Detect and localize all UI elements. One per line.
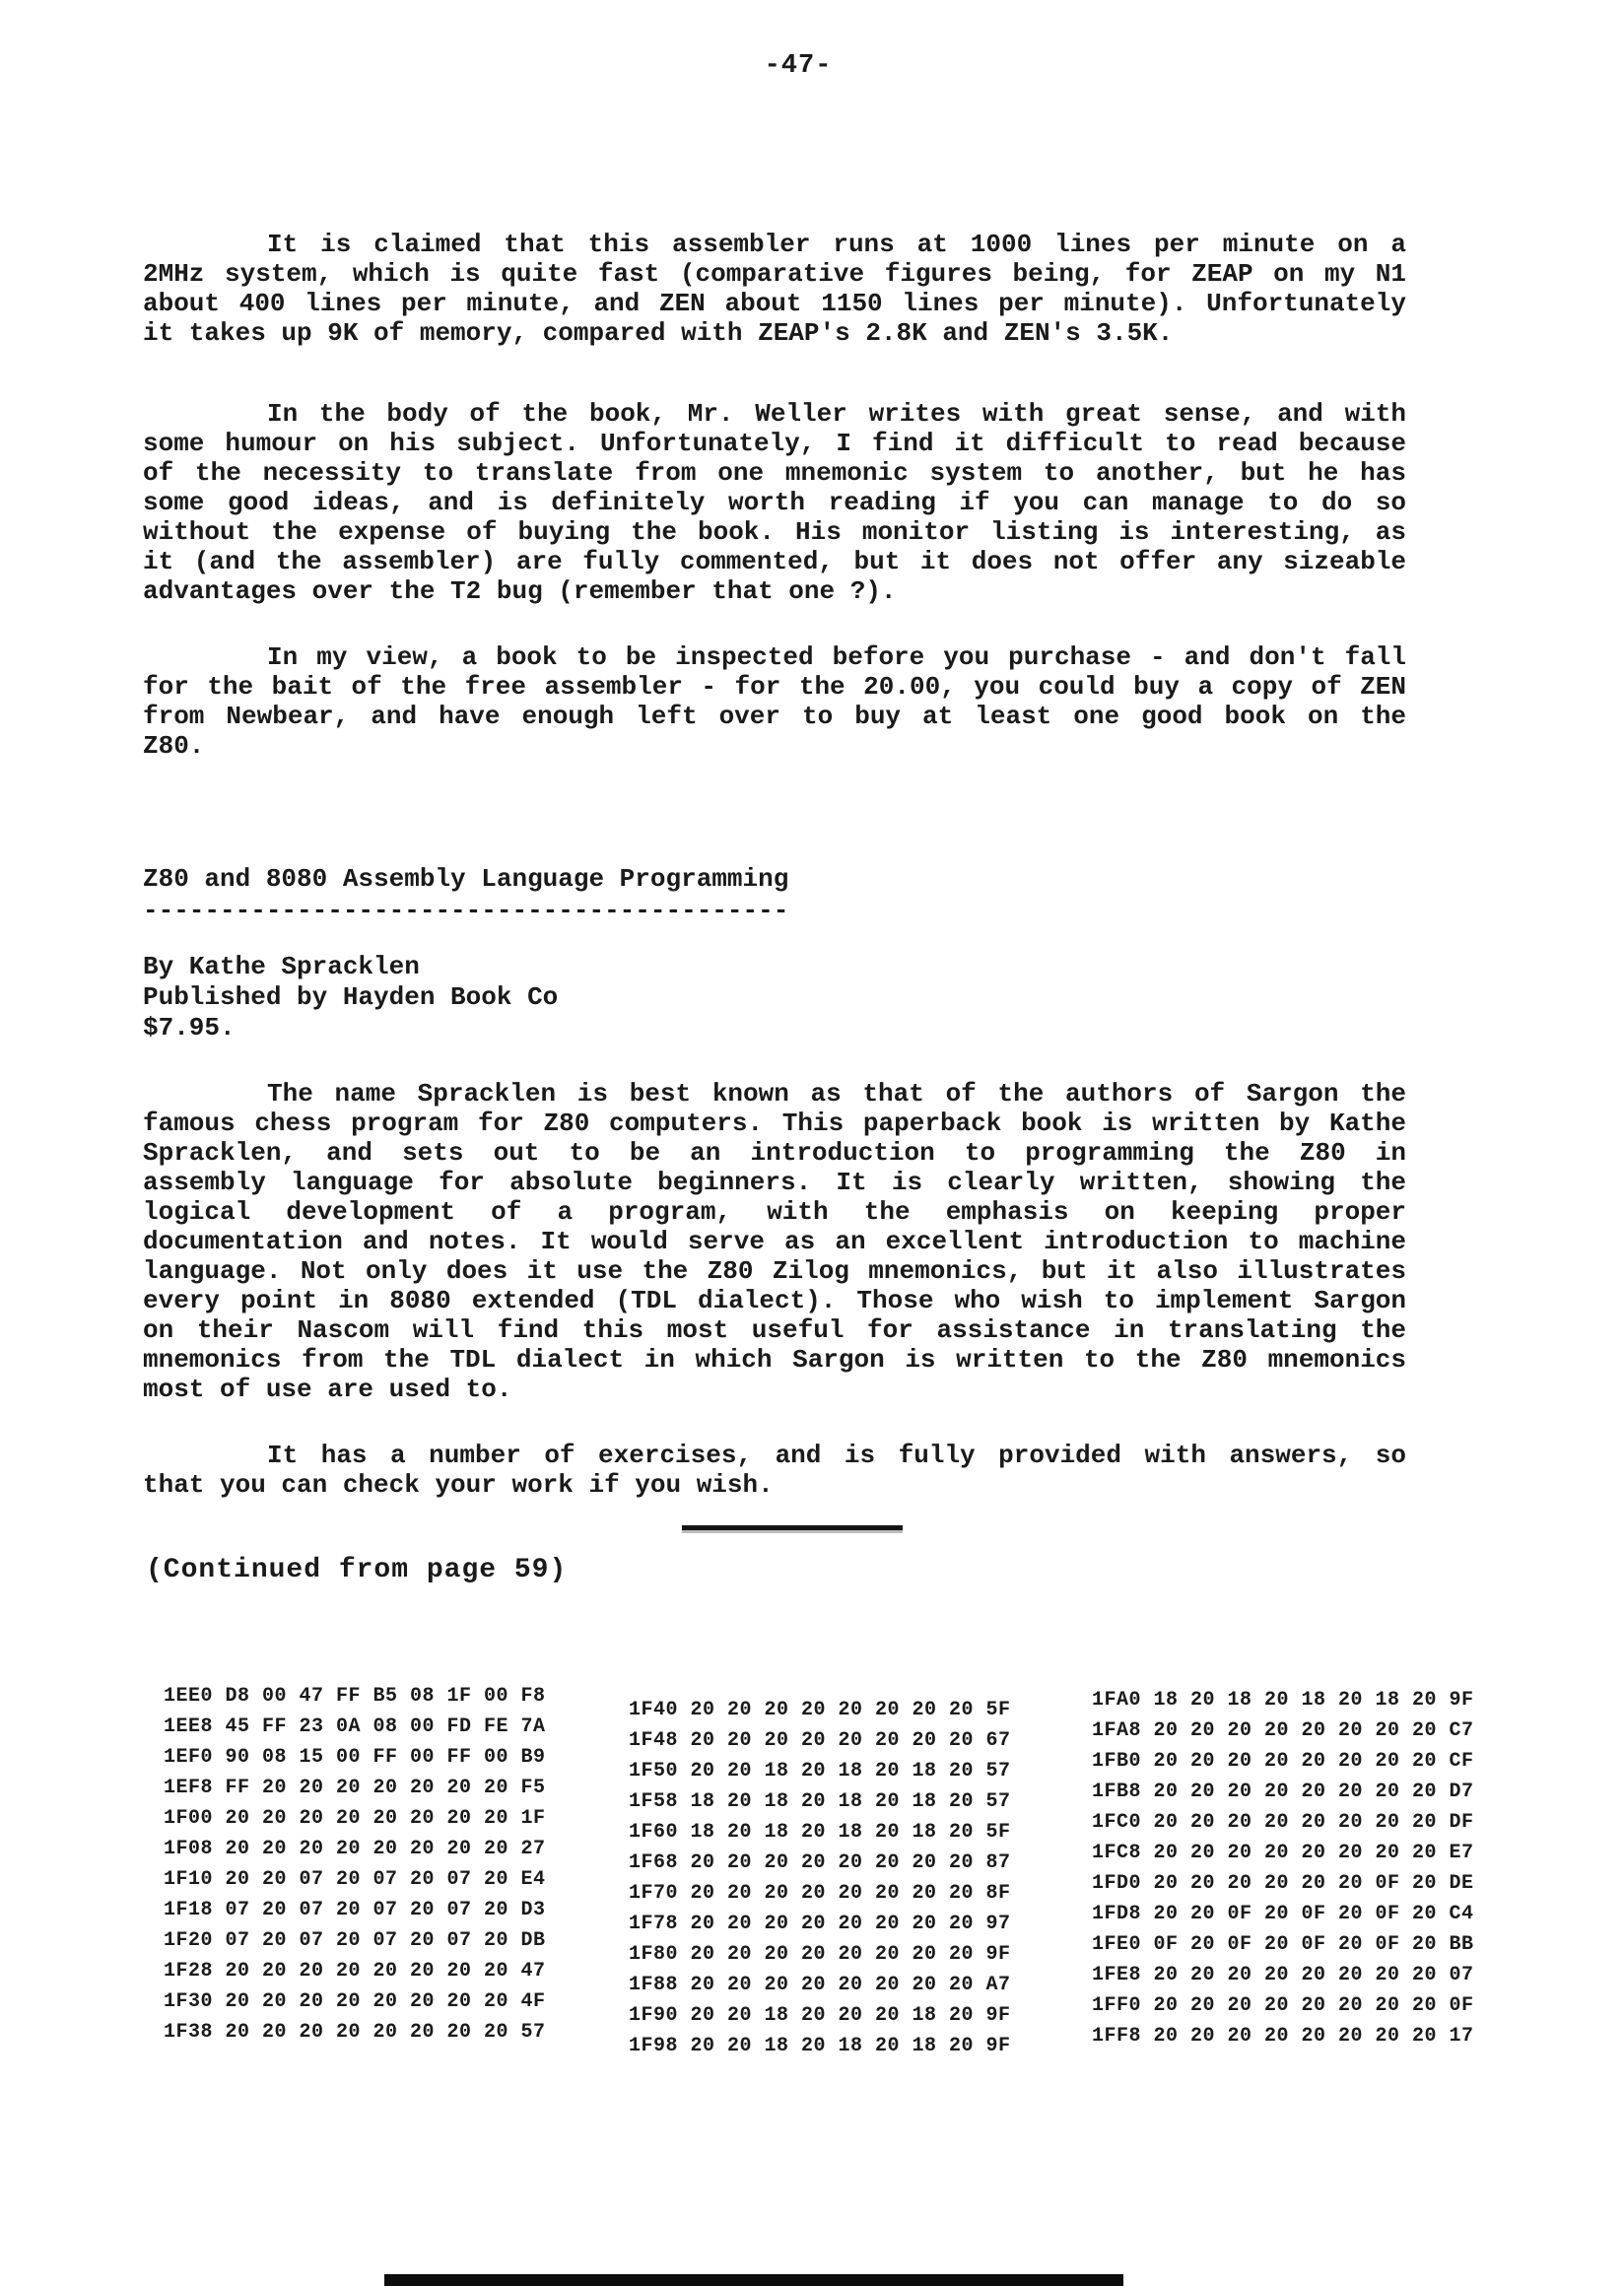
hex-row: 1F08 20 20 20 20 20 20 20 20 27 [164,1838,546,1860]
body-line: mnemonics from the TDL dialect in which Sargon is written to the Z80 mnemonics [143,1345,1406,1375]
body-line: most of use are used to. [143,1375,512,1404]
article-paragraph [143,230,1406,348]
body-line: of the necessity to translate from one mnemonic system to another, but he has [143,458,1406,488]
body-line: It has a number of exercises, and is fully provided with answers, so [267,1441,1406,1470]
hex-row: 1EF8 FF 20 20 20 20 20 20 20 F5 [164,1777,546,1799]
hex-row: 1F68 20 20 20 20 20 20 20 20 87 [629,1851,1011,1874]
hex-dump-column [164,1681,546,2048]
hex-row: 1F10 20 20 07 20 07 20 07 20 E4 [164,1868,546,1891]
byline-publisher: Published by Hayden Book Co [143,982,559,1012]
body-line: for the bait of the free assembler - for the 20.00, you could buy a copy of ZEN [143,672,1406,702]
hex-row: 1FA0 18 20 18 20 18 20 18 20 9F [1092,1689,1474,1712]
byline [143,952,558,1043]
body-line: without the expense of buying the book. His monitor listing is interesting, as [143,517,1406,547]
hex-row: 1F60 18 20 18 20 18 20 18 20 5F [629,1821,1011,1844]
body-line: assembly language for absolute beginners. It is clearly written, showing the [143,1168,1406,1197]
body-line: In the body of the book, Mr. Weller writes with great sense, and with [267,399,1406,429]
body-line: on their Nascom will find this most useful for assistance in translating the [143,1315,1406,1345]
review-paragraph [143,1079,1406,1404]
hex-row: 1FE0 0F 20 0F 20 0F 20 0F 20 BB [1092,1933,1474,1956]
body-line: about 400 lines per minute, and ZEN about 1150 lines per minute). Unfortunately [143,289,1406,318]
body-line: In my view, a book to be inspected before you purchase - and don't fall [267,642,1406,672]
body-line: language. Not only does it use the Z80 Zilog mnemonics, but it also illustrates [143,1256,1406,1286]
body-line: that you can check your work if you wish. [143,1470,774,1500]
hex-dump-column [1092,1685,1474,2051]
hex-row: 1F20 07 20 07 20 07 20 07 20 DB [164,1929,546,1952]
hex-row: 1F78 20 20 20 20 20 20 20 20 97 [629,1913,1011,1935]
byline-price: $7.95. [143,1013,236,1042]
continued-note: (Continued from page 59) [146,1555,568,1585]
body-line: documentation and notes. It would serve as an excellent introduction to machine [143,1227,1406,1256]
body-line: famous chess program for Z80 computers. This paperback book is written by Kathe [143,1109,1406,1138]
hex-row: 1F88 20 20 20 20 20 20 20 20 A7 [629,1974,1011,1996]
hex-row: 1EE8 45 FF 23 0A 08 00 FD FE 7A [164,1715,546,1738]
hex-dump-column [629,1695,1011,2061]
hex-row: 1F48 20 20 20 20 20 20 20 20 67 [629,1729,1011,1752]
hex-row: 1F50 20 20 18 20 18 20 18 20 57 [629,1760,1011,1782]
hex-row: 1FA8 20 20 20 20 20 20 20 20 C7 [1092,1719,1474,1742]
article-paragraph [143,399,1406,606]
body-line: some humour on his subject. Unfortunately, I find it difficult to read because [143,429,1406,458]
hex-row: 1F38 20 20 20 20 20 20 20 20 57 [164,2021,546,2044]
article-paragraph [143,642,1406,761]
hex-row: 1FC0 20 20 20 20 20 20 20 20 DF [1092,1811,1474,1834]
body-line: It is claimed that this assembler runs at 1000 lines per minute on a [267,230,1406,259]
body-line: advantages over the T2 bug (remember that one ?). [143,576,897,606]
hex-row: 1FC8 20 20 20 20 20 20 20 20 E7 [1092,1842,1474,1864]
body-line: The name Spracklen is best known as that of the authors of Sargon the [267,1079,1406,1109]
review-paragraph [143,1441,1406,1500]
hex-row: 1FD8 20 20 0F 20 0F 20 0F 20 C4 [1092,1903,1474,1925]
section-divider [682,1525,903,1530]
hex-row: 1FE8 20 20 20 20 20 20 20 20 07 [1092,1964,1474,1986]
hex-row: 1F18 07 20 07 20 07 20 07 20 D3 [164,1899,546,1921]
hex-row: 1FB8 20 20 20 20 20 20 20 20 D7 [1092,1781,1474,1803]
review-title-underline: ------------------------------------------ [143,896,789,925]
byline-author: By Kathe Spracklen [143,952,420,981]
hex-row: 1EF0 90 08 15 00 FF 00 FF 00 B9 [164,1746,546,1769]
hex-row: 1FB0 20 20 20 20 20 20 20 20 CF [1092,1750,1474,1773]
body-line: it (and the assembler) are fully commented, but it does not offer any sizeable [143,547,1406,576]
body-line: 2MHz system, which is quite fast (comparative figures being, for ZEAP on my N1 [143,259,1406,289]
body-line: Spracklen, and sets out to be an introduction to programming the Z80 in [143,1138,1406,1168]
review-title: Z80 and 8080 Assembly Language Programming [143,864,789,894]
hex-row: 1FF8 20 20 20 20 20 20 20 20 17 [1092,2025,1474,2048]
hex-row: 1F30 20 20 20 20 20 20 20 20 4F [164,1990,546,2013]
hex-row: 1F70 20 20 20 20 20 20 20 20 8F [629,1882,1011,1905]
body-line: from Newbear, and have enough left over to buy at least one good book on the [143,702,1406,731]
hex-row: 1F00 20 20 20 20 20 20 20 20 1F [164,1807,546,1830]
body-line: Z80. [143,731,205,761]
hex-row: 1F98 20 20 18 20 18 20 18 20 9F [629,2035,1011,2057]
body-line: some good ideas, and is definitely worth reading if you can manage to do so [143,488,1406,517]
hex-row: 1F80 20 20 20 20 20 20 20 20 9F [629,1943,1011,1966]
body-line: logical development of a program, with the emphasis on keeping proper [143,1197,1406,1227]
hex-row: 1FF0 20 20 20 20 20 20 20 20 0F [1092,1994,1474,2017]
hex-row: 1F58 18 20 18 20 18 20 18 20 57 [629,1790,1011,1813]
hex-row: 1F90 20 20 18 20 20 20 18 20 9F [629,2004,1011,2027]
body-line: every point in 8080 extended (TDL dialect). Those who wish to implement Sargon [143,1286,1406,1315]
hex-row: 1F28 20 20 20 20 20 20 20 20 47 [164,1960,546,1983]
body-line: it takes up 9K of memory, compared with ZEAP's 2.8K and ZEN's 3.5K. [143,318,1174,348]
review-title-block [143,863,788,926]
hex-row: 1EE0 D8 00 47 FF B5 08 1F 00 F8 [164,1685,546,1708]
hex-row: 1F40 20 20 20 20 20 20 20 20 5F [629,1699,1011,1721]
hex-row: 1FD0 20 20 20 20 20 20 0F 20 DE [1092,1872,1474,1895]
page-number: -47- [764,51,833,81]
scan-artifact-bar [384,2274,1123,2286]
